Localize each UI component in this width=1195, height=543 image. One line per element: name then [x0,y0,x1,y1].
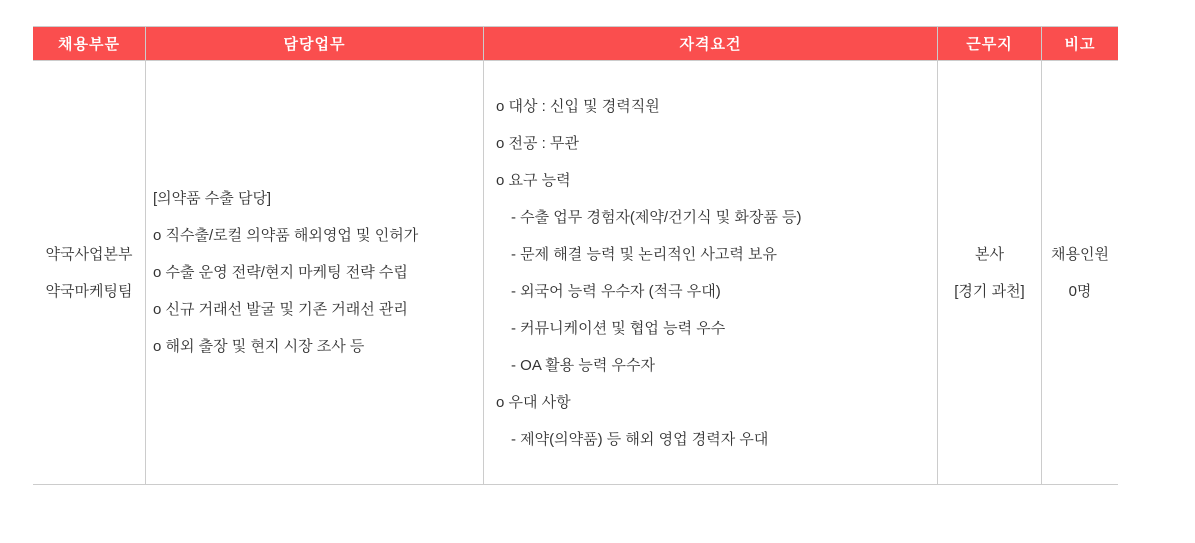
text-line: o 신규 거래선 발굴 및 기존 거래선 관리 [153,301,408,318]
cell-recruitment-section [33,61,145,484]
cell-qualifications [483,61,937,484]
text-line: - 커뮤니케이션 및 협업 능력 우수 [511,319,726,337]
text-line: [의약품 수출 담당] [153,190,272,207]
header-cell-section: 채용부문 [33,27,145,60]
text-line: - 제약(의약품) 등 해외 영업 경력자 우대 [511,430,769,448]
text-line: 0명 [1068,282,1092,300]
text-line: o 우대 사항 [496,393,571,411]
text-line: o 요구 능력 [496,171,571,189]
text-line: o 해외 출장 및 현지 시장 조사 등 [153,338,365,355]
header-cell-qualifications: 자격요건 [483,27,937,60]
job-posting-table [33,26,1118,485]
header-cell-duties: 담당업무 [145,27,483,60]
cell-work-location [937,61,1041,484]
text-line: 약국사업본부 [45,245,133,263]
table-body-row [33,60,1118,485]
text-line: o 수출 운영 전략/현지 마케팅 전략 수립 [153,264,408,281]
text-line: 채용인원 [1051,245,1109,263]
text-line: - 외국어 능력 우수자 (적극 우대) [511,282,721,300]
text-line: [경기 과천] [954,282,1025,300]
table-header-row [33,26,1118,60]
text-line: 본사 [975,245,1004,263]
text-line: - 수출 업무 경험자(제약/건기식 및 화장품 등) [511,208,802,226]
text-line: - 문제 해결 능력 및 논리적인 사고력 보유 [511,245,778,263]
cell-note [1041,61,1118,484]
text-line: o 대상 : 신입 및 경력직원 [496,97,660,115]
text-line: o 직수출/로컬 의약품 해외영업 및 인허가 [153,227,419,244]
text-line: o 전공 : 무관 [496,134,579,152]
text-line: - OA 활용 능력 우수자 [511,356,655,374]
header-cell-location: 근무지 [937,27,1041,60]
header-cell-note: 비고 [1041,27,1118,60]
cell-duties [145,61,483,484]
text-line: 약국마케팅팀 [45,282,133,300]
